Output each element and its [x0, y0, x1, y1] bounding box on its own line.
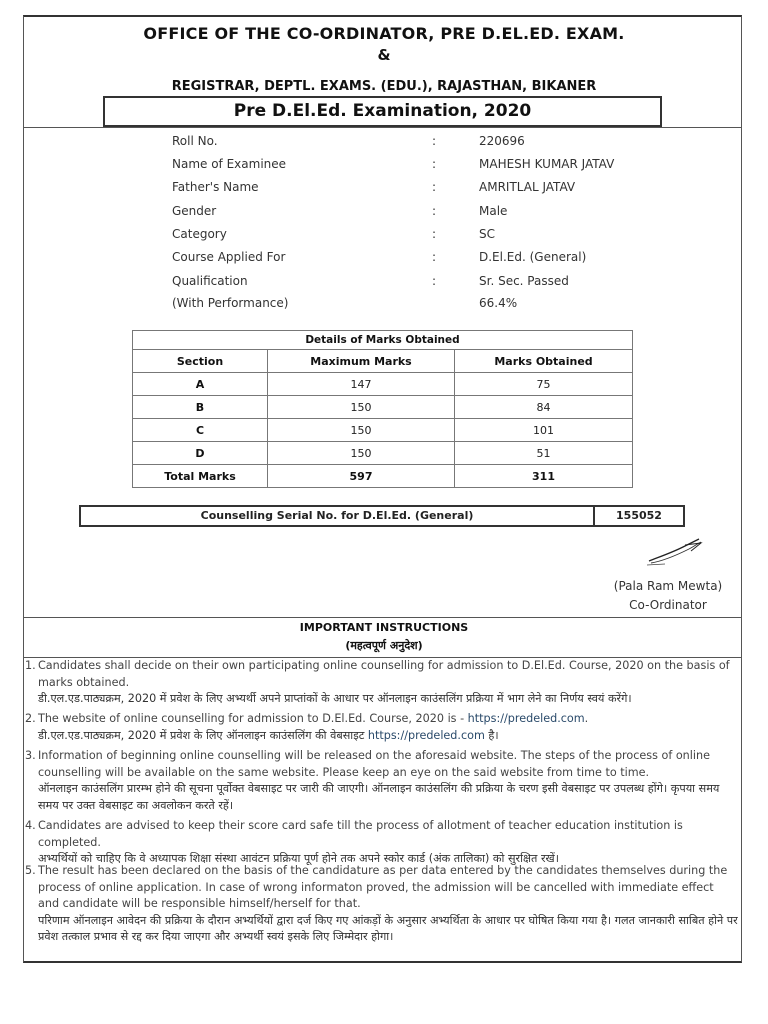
section-cell: B — [133, 396, 268, 419]
info-colon: : — [432, 157, 437, 171]
info-label: (With Performance) — [172, 296, 289, 310]
total-row — [133, 465, 633, 488]
table-row — [133, 419, 633, 442]
item-hindi-end: है। — [484, 728, 499, 742]
info-value: Sr. Sec. Passed — [479, 274, 569, 288]
table-row — [133, 396, 633, 419]
info-label: Gender — [172, 204, 217, 218]
info-row-qualification — [172, 274, 672, 296]
max-marks-cell: 150 — [268, 419, 455, 442]
item-number: 5. — [25, 864, 36, 877]
item-english — [38, 711, 738, 728]
registrar-title: REGISTRAR, DEPTL. EXAMS. (EDU.), RAJASTHAN, BIKANER — [171, 79, 597, 94]
marks-header-row — [133, 350, 633, 373]
info-colon: : — [432, 274, 437, 288]
info-value: D.El.Ed. (General) — [479, 250, 587, 264]
website-link-hindi[interactable]: https://predeled.com — [367, 728, 485, 742]
item-text — [38, 818, 738, 868]
info-label: Course Applied For — [172, 250, 286, 264]
section-cell: D — [133, 442, 268, 465]
website-link[interactable]: https://predeled.com — [467, 712, 585, 725]
info-label: Name of Examinee — [172, 157, 287, 171]
total-max-marks: 597 — [268, 465, 455, 488]
info-row-course — [172, 250, 672, 272]
max-marks-cell: 150 — [268, 442, 455, 465]
counselling-serial-box — [79, 505, 685, 527]
item-hindi — [38, 728, 738, 745]
item-english-text: The website of online counselling for admission to D.El.Ed. Course, 2020 is - — [38, 712, 468, 725]
instructions-heading-hindi: (महत्वपूर्ण अनुदेश) — [345, 639, 423, 652]
info-value: MAHESH KUMAR JATAV — [479, 157, 615, 171]
table-row — [133, 373, 633, 396]
info-colon: : — [432, 250, 437, 264]
ampersand: & — [377, 46, 391, 64]
header-marks-obtained: Marks Obtained — [455, 350, 633, 373]
item-text — [38, 658, 738, 708]
info-row-category — [172, 227, 672, 249]
info-row-name — [172, 157, 672, 179]
item-number: 4. — [25, 819, 36, 832]
max-marks-cell: 147 — [268, 373, 455, 396]
signer-designation: Co-Ordinator — [629, 598, 707, 612]
item-english: Candidates shall decide on their own participating online counselling for admission to D.El.Ed. Course, 2020 on the basis of marks obtained. — [38, 659, 730, 689]
obtained-cell: 51 — [455, 442, 633, 465]
info-value: 220696 — [479, 134, 525, 148]
instructions-heading: IMPORTANT INSTRUCTIONS — [299, 621, 469, 634]
max-marks-cell: 150 — [268, 396, 455, 419]
obtained-cell: 75 — [455, 373, 633, 396]
item-hindi: डी.एल.एड.पाठ्यक्रम, 2020 में प्रवेश के लिए अभ्यर्थी अपने प्राप्तांकों के आधार पर ऑनलाइन काउंसलिंग प्रक्रिया में भाग लेने का निर्णय स्वयं करेंगे। — [38, 692, 632, 705]
item-text — [38, 711, 738, 744]
info-row-roll — [172, 134, 672, 156]
info-colon: : — [432, 134, 437, 148]
info-row-gender — [172, 204, 672, 226]
item-number: 2. — [25, 712, 36, 725]
counselling-serial-label: Counselling Serial No. for D.El.Ed. (General) — [81, 507, 595, 525]
info-value: AMRITLAL JATAV — [479, 180, 576, 194]
item-hindi: परिणाम ऑनलाइन आवेदन की प्रक्रिया के दौरान अभ्यर्थियों द्वारा दर्ज किए गए आंकड़ों के अनुसार अभ्यर्थिता के आधार पर घोषित किया गया है। गलत जानकारी साबित होने पर प्रवेश तत्काल प्रभाव से रद्द कर दिया जाएगा और अभ्यर्थी स्वयं इसके लिए जिम्मेदार होगा। — [38, 913, 738, 943]
total-obtained: 311 — [455, 465, 633, 488]
info-label: Roll No. — [172, 134, 218, 148]
item-hindi: अभ्यर्थियों को चाहिए कि वे अध्यापक शिक्षा संस्था आवंटन प्रक्रिया पूर्ण होने तक अपने स्कोर कार्ड (अंक तालिका) को सुरक्षित रखें। — [38, 852, 559, 865]
info-colon: : — [432, 227, 437, 241]
item-number: 3. — [25, 749, 36, 762]
info-value: SC — [479, 227, 495, 241]
item-hindi: ऑनलाइन काउंसलिंग प्रारम्भ होने की सूचना पूर्वोक्त वेबसाइट पर जारी की जाएगी। ऑनलाइन काउंसलिंग की प्रक्रिया के चरण इसी वेबसाइट पर उपलब्ध होंगे। कृपया समय समय पर उक्त वेबसाइट का अवलोकन करते रहें। — [38, 782, 720, 812]
section-cell: C — [133, 419, 268, 442]
exam-title: Pre D.El.Ed. Examination, 2020 — [103, 96, 662, 127]
info-label: Qualification — [172, 274, 248, 288]
marks-caption: Details of Marks Obtained — [133, 331, 633, 350]
item-text — [38, 863, 738, 946]
info-value: Male — [479, 204, 508, 218]
counselling-serial-value: 155052 — [616, 509, 662, 522]
item-english: Information of beginning online counselling will be released on the aforesaid website. The steps of the process of online counselling will be available on the same website. Please keep an eye on the said website from time to time. — [38, 749, 710, 779]
header-max-marks: Maximum Marks — [268, 350, 455, 373]
table-row — [133, 442, 633, 465]
info-label: Category — [172, 227, 227, 241]
office-title: OFFICE OF THE CO-ORDINATOR, PRE D.EL.ED. EXAM. — [143, 24, 625, 43]
info-colon: : — [432, 180, 437, 194]
item-english: The result has been declared on the basis of the candidature as per data entered by the candidates themselves during the process of online application. In case of wrong informaton proved, the admission will be cancelled with immediate effect and candidate will be responsible himself/herself for that. — [38, 864, 728, 910]
signer-name: (Pala Ram Mewta) — [613, 579, 723, 593]
info-colon: : — [432, 204, 437, 218]
total-label: Total Marks — [133, 465, 268, 488]
item-english-end: . — [584, 712, 589, 725]
item-english: Candidates are advised to keep their score card safe till the process of allotment of teacher education institution is completed. — [38, 819, 683, 849]
divider — [23, 617, 742, 618]
info-row-performance — [172, 296, 672, 318]
obtained-cell: 84 — [455, 396, 633, 419]
item-text — [38, 748, 738, 814]
marks-caption-row — [133, 331, 633, 350]
obtained-cell: 101 — [455, 419, 633, 442]
info-label: Father's Name — [172, 180, 259, 194]
signature-image — [645, 535, 705, 567]
header-section: Section — [133, 350, 268, 373]
section-cell: A — [133, 373, 268, 396]
info-row-father — [172, 180, 672, 202]
item-hindi-text: डी.एल.एड.पाठ्यक्रम, 2020 में प्रवेश के लिए ऑनलाइन काउंसलिंग की वेबसाइट — [38, 728, 368, 742]
info-value: 66.4% — [479, 296, 518, 310]
item-number: 1. — [25, 659, 36, 672]
marks-table — [132, 330, 633, 488]
